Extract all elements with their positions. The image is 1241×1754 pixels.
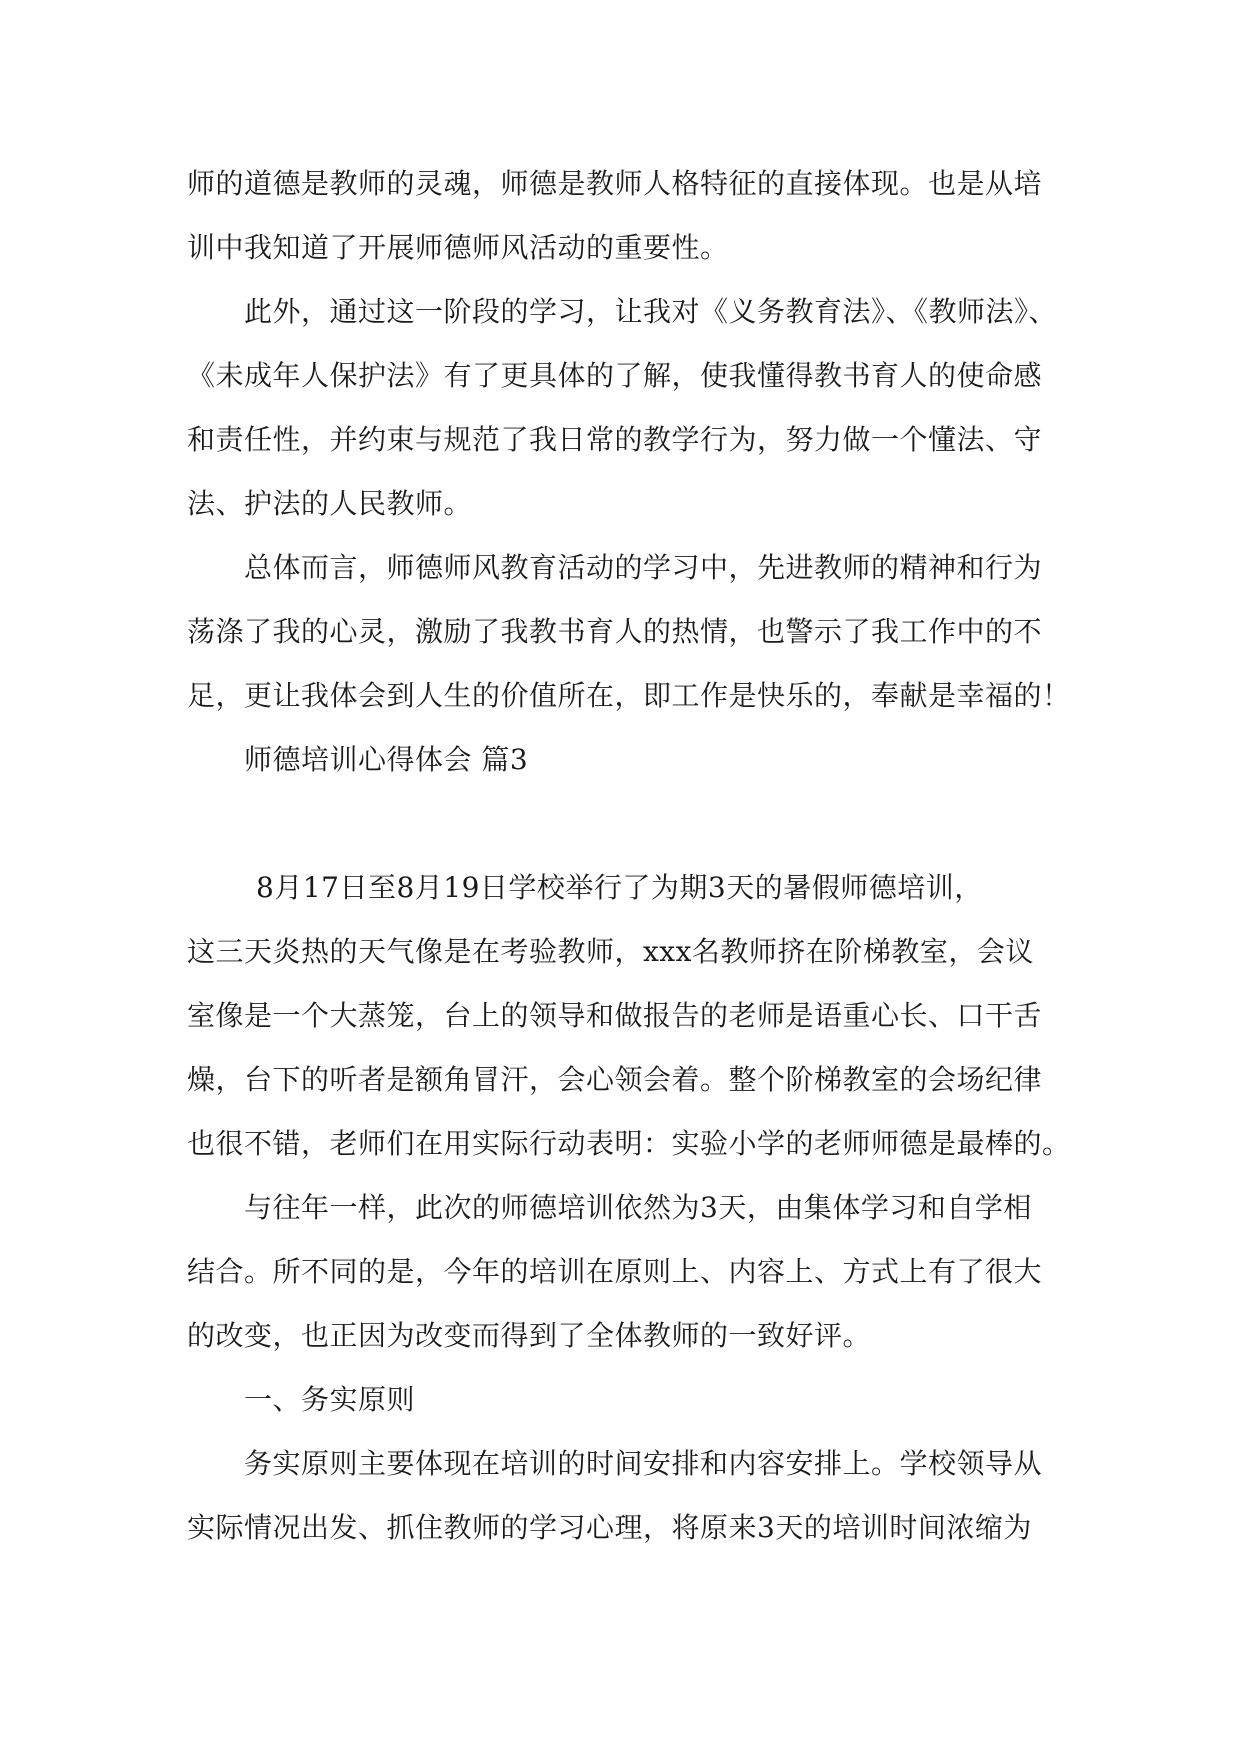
text-line: 和责任性，并约束与规范了我日常的教学行为，努力做一个懂法、守 xyxy=(187,423,1043,456)
text-line: 此外，通过这一阶段的学习，让我对《义务教育法》、《教师法》、 xyxy=(244,295,1058,328)
text-line: 这三天炎热的天气像是在考验教师，xxx名教师挤在阶梯教室，会议 xyxy=(187,935,1034,968)
text-line: 足，更让我体会到人生的价值所在，即工作是快乐的，奉献是幸福的！ xyxy=(187,679,1071,712)
text-line: 《未成年人保护法》有了更具体的了解，使我懂得教书育人的使命感 xyxy=(187,359,1043,392)
text-line: 总体而言，师德师风教育活动的学习中，先进教师的精神和行为 xyxy=(244,551,1043,584)
text-line: 务实原则主要体现在培训的时间安排和内容安排上。学校领导从 xyxy=(244,1447,1043,1480)
text-line: 实际情况出发、抓住教师的学习心理，将原来3天的培训时间浓缩为 xyxy=(187,1511,1032,1544)
subheading: 一、务实原则 xyxy=(244,1383,416,1416)
text-line: 的改变，也正因为改变而得到了全体教师的一致好评。 xyxy=(187,1319,872,1352)
text-line: 训中我知道了开展师德师风活动的重要性。 xyxy=(187,231,729,264)
text-line: 燥，台下的听者是额角冒汗，会心领会着。整个阶梯教室的会场纪律 xyxy=(187,1063,1043,1096)
text-line: 结合。所不同的是，今年的培训在原则上、内容上、方式上有了很大 xyxy=(187,1255,1043,1288)
text-line: 8月17日至8月19日学校举行了为期3天的暑假师德培训， xyxy=(256,871,983,904)
text-line: 也很不错，老师们在用实际行动表明：实验小学的老师师德是最棒的。 xyxy=(187,1127,1071,1160)
text-line: 师的道德是教师的灵魂，师德是教师人格特征的直接体现。也是从培 xyxy=(187,167,1043,200)
section-heading: 师德培训心得体会 篇3 xyxy=(244,743,529,776)
text-line: 室像是一个大蒸笼，台上的领导和做报告的老师是语重心长、口干舌 xyxy=(187,999,1043,1032)
text-line: 与往年一样，此次的师德培训依然为3天，由集体学习和自学相 xyxy=(244,1191,1032,1224)
text-line: 法、护法的人民教师。 xyxy=(187,487,473,520)
text-line: 荡涤了我的心灵，激励了我教书育人的热情，也警示了我工作中的不 xyxy=(187,615,1043,648)
